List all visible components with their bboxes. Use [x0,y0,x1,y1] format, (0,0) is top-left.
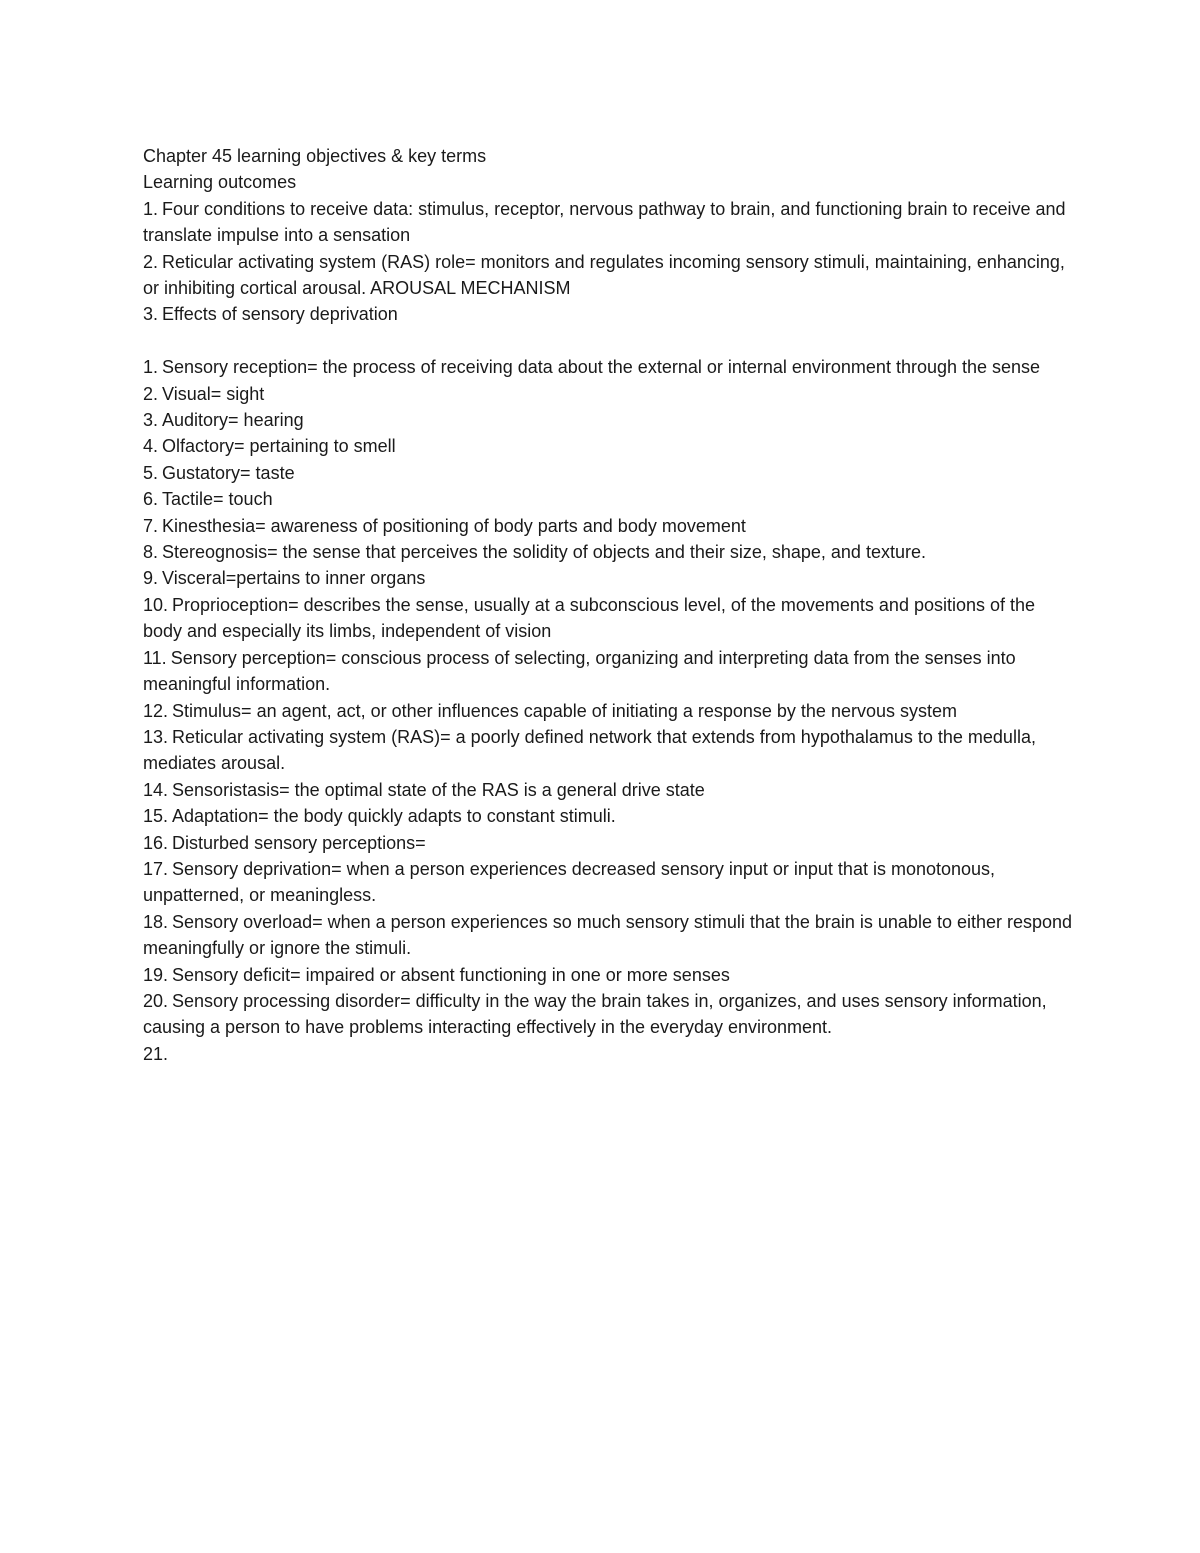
key-term-item [143,698,1073,724]
key-term-item [143,645,1073,698]
key-terms-list [143,354,1073,1067]
key-term-text: Stimulus= an agent, act, or other influences capable of initiating a response by the nervous system [172,700,957,721]
key-term-item [143,830,1073,856]
section-heading-learning-outcomes: Learning outcomes [143,172,297,193]
key-term-text: Tactile= touch [162,489,273,510]
outcome-item [143,196,1073,249]
key-term-text: Sensoristasis= the optimal state of the RAS is a general drive state [172,779,705,800]
key-term-number: 11. [143,647,167,668]
key-term-number: 3. [143,410,159,431]
key-term-item [143,988,1073,1041]
key-term-number: 10. [143,594,169,615]
key-term-item [143,962,1073,988]
key-term-text: Stereognosis= the sense that perceives the solidity of objects and their size, shape, and texture. [162,542,926,563]
key-term-number: 19. [143,964,169,985]
key-term-item [143,1041,1073,1067]
key-term-number: 13. [143,726,169,747]
key-term-item [143,909,1073,962]
outcome-text: Four conditions to receive data: stimulus, receptor, nervous pathway to brain, and functioning brain to receive and translate impulse into a sensation [143,198,1066,246]
key-term-text: Sensory deprivation= when a person experiences decreased sensory input or input that is monotonous, unpatterned, or meaningless. [143,858,996,906]
key-term-number: 4. [143,436,159,457]
key-term-number: 15. [143,806,169,827]
key-term-item [143,381,1073,407]
document-title: Chapter 45 learning objectives & key terms [143,146,487,166]
key-term-number: 14. [143,779,169,800]
key-term-text: Sensory reception= the process of receiving data about the external or internal environment through the sense [162,357,1041,378]
outcome-item [143,301,1073,327]
key-term-number: 21. [143,1043,169,1064]
key-term-item [143,354,1073,380]
key-term-item [143,539,1073,565]
outcome-number: 1. [143,198,159,219]
outcome-item [143,249,1073,302]
key-term-number: 20. [143,990,169,1011]
key-term-item [143,513,1073,539]
key-term-number: 17. [143,858,169,879]
key-term-number: 1. [143,357,159,378]
blank-line [143,328,1073,354]
key-term-item [143,856,1073,909]
key-term-item [143,460,1073,486]
key-term-text: Olfactory= pertaining to smell [162,436,396,457]
outcome-number: 3. [143,304,159,325]
outcome-text: Effects of sensory deprivation [162,304,398,325]
key-term-item [143,777,1073,803]
learning-outcomes-list [143,196,1073,328]
key-term-number: 8. [143,542,159,563]
key-term-item [143,433,1073,459]
key-term-number: 7. [143,515,159,536]
key-term-item [143,724,1073,777]
key-term-text: Auditory= hearing [162,410,304,431]
outcome-number: 2. [143,251,159,272]
key-term-number: 9. [143,568,159,589]
key-term-item [143,592,1073,645]
key-term-text: Reticular activating system (RAS)= a poorly defined network that extends from hypothalamus to the medulla, mediates arousal. [143,726,1036,774]
key-term-text: Sensory processing disorder= difficulty in the way the brain takes in, organizes, and uses sensory information, causing a person to have problems interacting effectively in the everyday environment. [143,990,1047,1038]
key-term-number: 18. [143,911,169,932]
key-term-number: 2. [143,383,159,404]
key-term-item [143,486,1073,512]
key-term-text: Proprioception= describes the sense, usually at a subconscious level, of the movements and positions of the body and especially its limbs, independent of vision [143,594,1036,642]
key-term-number: 12. [143,700,169,721]
document-body [143,143,1073,1067]
key-term-item [143,565,1073,591]
key-term-text: Sensory perception= conscious process of selecting, organizing and interpreting data from the senses into meaningful information. [143,647,1016,695]
outcome-text: Reticular activating system (RAS) role= monitors and regulates incoming sensory stimuli, maintaining, enhancing, or inhibiting cortical arousal. AROUSAL MECHANISM [143,251,1065,299]
key-term-text: Adaptation= the body quickly adapts to constant stimuli. [172,806,616,827]
key-term-text: Sensory overload= when a person experiences so much sensory stimuli that the brain is unable to either respond meaningfully or ignore the stimuli. [143,911,1073,959]
key-term-item [143,407,1073,433]
key-term-text: Kinesthesia= awareness of positioning of body parts and body movement [162,515,746,536]
key-term-text: Visceral=pertains to inner organs [162,568,426,589]
key-term-number: 5. [143,462,159,483]
key-term-text: Disturbed sensory perceptions= [172,832,426,853]
key-term-text: Gustatory= taste [162,462,295,483]
key-term-text: Visual= sight [162,383,265,404]
key-term-text: Sensory deficit= impaired or absent functioning in one or more senses [172,964,730,985]
key-term-number: 16. [143,832,169,853]
key-term-number: 6. [143,489,159,510]
key-term-item [143,803,1073,829]
